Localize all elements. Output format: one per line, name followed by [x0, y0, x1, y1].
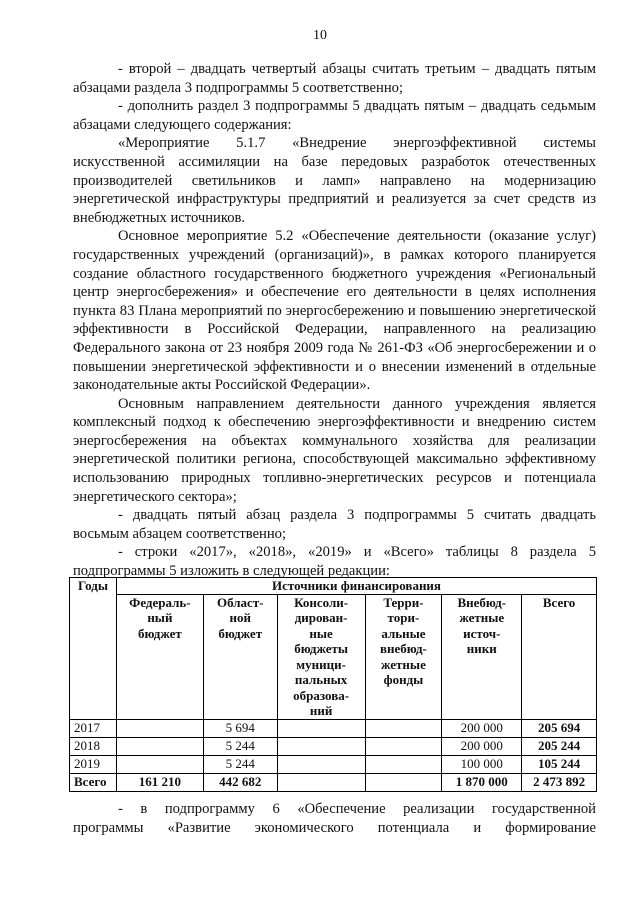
paragraph: «Мероприятие 5.1.7 «Внедрение энергоэффективной системы искусственной ассимиляции на базе передовых разработок отечественных производителей светильников и ламп» направлено на модернизацию энергетической инфраструктуры предприятий и реализуется за счет средств из внебюджетных источников. [73, 135, 596, 226]
municipal-cell [277, 773, 365, 791]
territorial-cell [365, 719, 442, 737]
table-row-total [70, 773, 597, 791]
municipal-cell [277, 719, 365, 737]
paragraph: Основным направлением деятельности данного учреждения является комплексный подход к обеспечению энергоэффективности и внедрению систем энергосбережения на объектах коммунального хозяйства для реализации энергетической политики региона, способствующей максимально эффективному использованию природных топливно-энергетических ресурсов и потенциала энергетического сектора»; [73, 395, 596, 505]
column-header-regional: Област- ной бюджет [203, 594, 277, 719]
years-header: Годы [70, 578, 117, 720]
year-cell: 2019 [70, 755, 117, 773]
table-subheader-row [70, 594, 597, 719]
paragraph: - строки «2017», «2018», «2019» и «Всего» таблицы 8 раздела 5 подпрограммы 5 изложить в следующей редакции: [73, 544, 596, 580]
paragraph: - двадцать пятый абзац раздела 3 подпрограммы 5 считать двадцать восьмым абзацем соответственно; [73, 507, 596, 542]
paragraph: - второй – двадцать четвертый абзацы считать третьим – двадцать пятым абзацами раздела 3 подпрограммы 5 соответственно; [73, 61, 596, 96]
financing-table [69, 577, 597, 792]
extrabudget-cell: 200 000 [442, 719, 522, 737]
regional-cell: 5 244 [203, 755, 277, 773]
total-cell: 205 694 [522, 719, 597, 737]
table-header-row [70, 578, 597, 595]
column-header-municipal: Консоли- дирован- ные бюджеты муници- пальных образова- ний [277, 594, 365, 719]
year-cell: 2018 [70, 737, 117, 755]
municipal-cell [277, 737, 365, 755]
total-cell: 205 244 [522, 737, 597, 755]
extrabudget-cell: 1 870 000 [442, 773, 522, 791]
document-body [73, 60, 596, 581]
regional-cell: 5 694 [203, 719, 277, 737]
territorial-cell [365, 737, 442, 755]
column-header-extrabudget: Внебюд- жетные источ- ники [442, 594, 522, 719]
table-row [70, 737, 597, 755]
federal-cell: 161 210 [116, 773, 203, 791]
table-row [70, 719, 597, 737]
regional-cell: 5 244 [203, 737, 277, 755]
column-header-territorial: Терри- тори- альные внебюд- жетные фонды [365, 594, 442, 719]
paragraph: программы «Развитие экономического потенциала и формирование [73, 819, 596, 836]
federal-cell [116, 719, 203, 737]
paragraph: Основное мероприятие 5.2 «Обеспечение деятельности (оказание услуг) государственных учреждений (организаций)», в рамках которого планируется создание областного государственного бюджетного учреждения «Региональный центр энергосбережения» и обеспечение его деятельности в целях исполнения пункта 83 Плана мероприятий по энергосбережению и повышению энергетической эффективности в Российской Федерации, направленного на реализацию Федерального закона от 23 ноября 2009 года № 261-ФЗ «Об энергосбережении и о повышении энергетической эффективности и о внесении изменений в отдельные законодательные акты Российской Федерации». [73, 228, 596, 394]
total-cell: 2 473 892 [522, 773, 597, 791]
paragraph: - дополнить раздел 3 подпрограммы 5 двадцать пятым – двадцать седьмым абзацами следующего содержания: [73, 98, 596, 133]
sources-header: Источники финансирования [116, 578, 596, 595]
federal-cell [116, 755, 203, 773]
territorial-cell [365, 773, 442, 791]
regional-cell: 442 682 [203, 773, 277, 791]
territorial-cell [365, 755, 442, 773]
document-tail [73, 800, 596, 837]
year-cell: 2017 [70, 719, 117, 737]
total-cell: 105 244 [522, 755, 597, 773]
year-cell: Всего [70, 773, 117, 791]
page-number: 10 [313, 28, 327, 43]
paragraph: - в подпрограмму 6 «Обеспечение реализации государственной [118, 801, 596, 817]
table-row [70, 755, 597, 773]
municipal-cell [277, 755, 365, 773]
column-header-total: Всего [522, 594, 597, 719]
federal-cell [116, 737, 203, 755]
extrabudget-cell: 100 000 [442, 755, 522, 773]
extrabudget-cell: 200 000 [442, 737, 522, 755]
column-header-federal: Федераль- ный бюджет [116, 594, 203, 719]
